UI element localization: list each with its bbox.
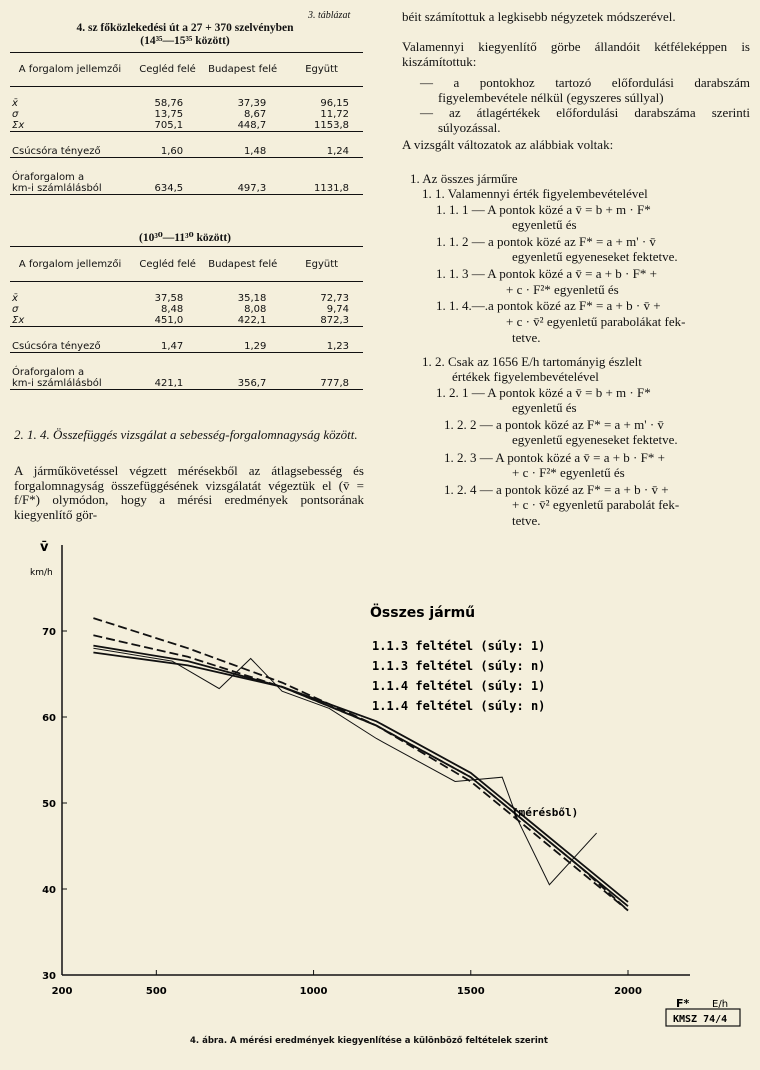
table-2-title: (10³⁰—11³⁰ között)	[138, 232, 232, 244]
col-header-cegled: Cegléd felé	[139, 64, 196, 75]
table-number: 3. táblázat	[308, 10, 351, 21]
right-para-2: Valamennyi kiegyenlítő görbe állandóit kétféleképpen is kiszámítottuk:	[402, 39, 750, 69]
x-axis-symbol: F*	[676, 997, 690, 1010]
table-2: A forgalom jellemzői Cegléd felé Budapest felé Együtt x̄ 37,58 35,18 72,73 σ 8,48 8,08 9,74 Σx 451,0 422,1 872,3 Csúcsóra tényező 1,47 1,29 1,23 Óraforgalom a km-i számlálásból 421,1 356,7 777,8	[10, 246, 363, 401]
list-1-1-2: 1. 1. 2 — a pontok közé az F* = a + m' · v̄	[436, 234, 656, 249]
list-1-2-3: 1. 2. 3 — A pontok közé a v̄ = a + b · F* +	[444, 450, 665, 465]
list-1-1-3: 1. 1. 3 — A pontok közé a v̄ = a + b · F* +	[436, 266, 657, 281]
list-1-2: 1. 2. Csak az 1656 E/h tartományig észlelt	[422, 354, 642, 369]
figure-caption: 4. ábra. A mérési eredmények kiegyenlítése a különböző feltételek szerint	[190, 1036, 548, 1046]
table-row-hourly: km-i számlálásból 421,1 356,7 777,8	[12, 378, 349, 389]
list-1-1-4: 1. 1. 4.—.a pontok közé az F* = a + b · v̄ +	[436, 298, 661, 313]
bullet-2: — az átlagértékek előfordulási darabszáma szerinti súlyozással.	[420, 105, 750, 135]
list-1-1: 1. 1. Valamennyi érték figyelembevételével	[422, 186, 648, 201]
hourly-label: Óraforgalom a	[12, 172, 85, 183]
series-line-4	[93, 635, 628, 910]
col-header-together: Együtt	[305, 64, 338, 75]
list-1-2-4: 1. 2. 4 — a pontok közé az F* = a + b · v̄ +	[444, 482, 669, 497]
chart-series	[93, 618, 628, 910]
legend-item-3: 1.1.4 feltétel (súly: 1)	[372, 679, 546, 693]
y-axis-unit: km/h	[30, 568, 53, 578]
stamp-text: KMSZ 74/4	[673, 1014, 728, 1025]
legend-item-2: 1.1.3 feltétel (súly: n)	[372, 659, 546, 673]
y-tick-label: 40	[42, 885, 56, 896]
legend-title: Összes jármű	[370, 605, 476, 621]
col-header-budapest: Budapest felé	[208, 64, 278, 75]
list-1-2-2: 1. 2. 2 — a pontok közé az F* = a + m' · v̄	[444, 417, 664, 432]
legend-item-1: 1.1.3 feltétel (súly: 1)	[372, 639, 546, 653]
table-row: x̄ 58,76 37,39 96,15	[12, 98, 349, 109]
table-title-line1: 4. sz főközlekedési út a 27 + 370 szelvényben	[76, 22, 294, 34]
x-tick-label: 2000	[614, 986, 642, 997]
table-row: Σx 705,1 448,7 1153,8	[12, 120, 349, 131]
series-line-3	[93, 653, 628, 902]
list-1: 1. Az összes járműre	[410, 171, 518, 186]
table-row: σ 13,75 8,67 11,72	[12, 109, 349, 120]
table-title-line2: (14³⁵—15³⁵ között)	[140, 35, 230, 47]
speed-flow-chart	[0, 535, 760, 1070]
table-row: σ 8,48 8,08 9,74	[12, 304, 349, 315]
table-row-peak: Csúcsóra tényező 1,60 1,48 1,24	[12, 146, 349, 157]
y-tick-label: 30	[42, 971, 56, 982]
table-row-peak: Csúcsóra tényező 1,47 1,29 1,23	[12, 341, 349, 352]
x-tick-label: 1000	[299, 986, 328, 997]
table-title	[0, 22, 370, 48]
y-tick-label: 70	[42, 627, 56, 638]
left-paragraph: A járműkövetéssel végzett mérésekből az átlagsebesség és forgalomnagyság összefüggésének vizsgálatát végeztük el (v̄ = f/F*) olymódon, hogy a mérési eredmények pontsorának kiegyenlítő gör-	[14, 463, 364, 522]
list-1-1-1: 1. 1. 1 — A pontok közé a v̄ = b + m · F*	[436, 202, 651, 217]
y-tick-label: 50	[42, 799, 56, 810]
y-axis-symbol: v̄	[40, 540, 49, 555]
series-line-1	[93, 646, 628, 907]
list-1-2-1: 1. 2. 1 — A pontok közé a v̄ = b + m · F*	[436, 385, 651, 400]
x-tick-label: 500	[145, 986, 167, 997]
table-row: Σx 451,0 422,1 872,3	[12, 315, 349, 326]
section-heading: 2. 1. 4. Összefüggés vizsgálat a sebesség-forgalomnagyság között.	[14, 427, 358, 442]
y-tick-label: 60	[42, 713, 56, 724]
table-row-hourly: km-i számlálásból 634,5 497,3 1131,8	[12, 183, 349, 194]
right-para-1: béit számítottuk a legkisebb négyzetek módszerével.	[402, 9, 676, 24]
legend-item-4: 1.1.4 feltétel (súly: n)	[372, 699, 546, 713]
x-tick-label: 200	[51, 986, 73, 997]
table-1	[10, 52, 363, 206]
table-row: x̄ 37,58 35,18 72,73	[12, 293, 349, 304]
x-axis-unit: E/h	[712, 999, 729, 1010]
col-header-characteristic: A forgalom jellemzői	[18, 64, 122, 75]
x-tick-label: 1500	[456, 986, 485, 997]
measured-annotation: (mérésből)	[512, 806, 579, 819]
bullet-1: — a pontokhoz tartozó előfordulási darabszám figyelembevétele nélkül (egyszeres súllyal)	[420, 75, 750, 105]
right-para-3: A vizsgált változatok az alábbiak voltak:	[402, 137, 614, 152]
